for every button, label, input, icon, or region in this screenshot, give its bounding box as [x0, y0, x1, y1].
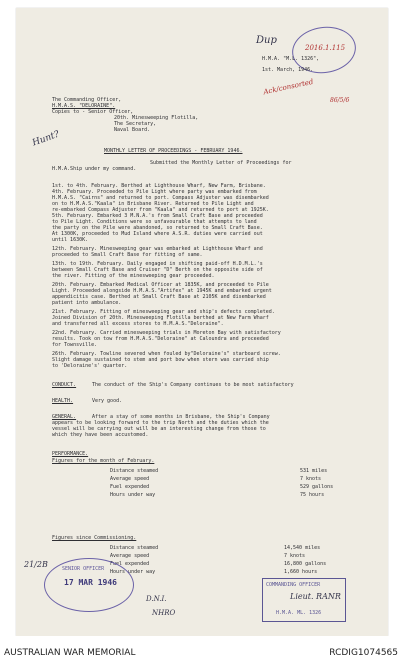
red-annotation-num: 86/5/6	[330, 97, 350, 104]
general-line: vessel will be carrying out will be an interesting change from those to	[52, 426, 266, 432]
general-heading: GENERAL.	[52, 414, 77, 420]
health-heading: HEALTH.	[52, 398, 74, 404]
conduct-heading: CONDUCT.	[52, 382, 77, 388]
performance-sub: Figures for the month of February.	[52, 458, 155, 464]
red-annotation: Ack/consorted	[262, 77, 315, 97]
performance-heading: PERFORMANCE.	[52, 451, 89, 457]
commissioning-sub: Figures since Commissioning.	[52, 535, 137, 541]
stamp-title: SENIOR OFFICER	[62, 566, 105, 572]
handwritten-annotation: Dup	[256, 35, 277, 46]
registry-number: 2016.1.115	[305, 44, 346, 52]
sender-ref: H.M.A. "M.L. 1326",	[262, 56, 320, 62]
footer-source: AUSTRALIAN WAR MEMORIAL	[4, 648, 136, 658]
general-line: appears to be looking forward to the trip North and the duties which the	[52, 420, 269, 426]
health-text: Very good.	[92, 398, 123, 404]
nhro-mark: NHRO	[152, 609, 176, 617]
intro-line: Submitted the Monthly Letter of Proceedings for	[150, 160, 292, 166]
general-line: which they have been accustomed.	[52, 432, 149, 438]
footer-id: RCDIG1074565	[329, 648, 398, 658]
general-line: After a stay of some months in Brisbane, the Ship's Company	[92, 414, 270, 420]
letter-title: MONTHLY LETTER OF PROCEEDINGS - FEBRUARY 1946.	[104, 148, 243, 154]
footer-bar	[0, 636, 406, 666]
conduct-text: The conduct of the Ship's Company continues to be most satisfactory	[92, 382, 294, 388]
file-ref: 21/2B	[24, 560, 48, 569]
signature: Lieut. RANR	[290, 592, 341, 601]
letter-date: 1st. March, 1946.	[262, 67, 314, 73]
intro-line: H.M.A.Ship under my command.	[52, 166, 137, 172]
handwritten-initials: Hunt?	[31, 129, 61, 149]
co-stamp-ship: H.M.A. ML. 1326	[276, 610, 322, 616]
stamp-date: 17 MAR 1946	[64, 578, 117, 587]
dni-mark: D.N.I.	[146, 595, 167, 603]
co-stamp-title: COMMANDING OFFICER	[266, 582, 321, 588]
